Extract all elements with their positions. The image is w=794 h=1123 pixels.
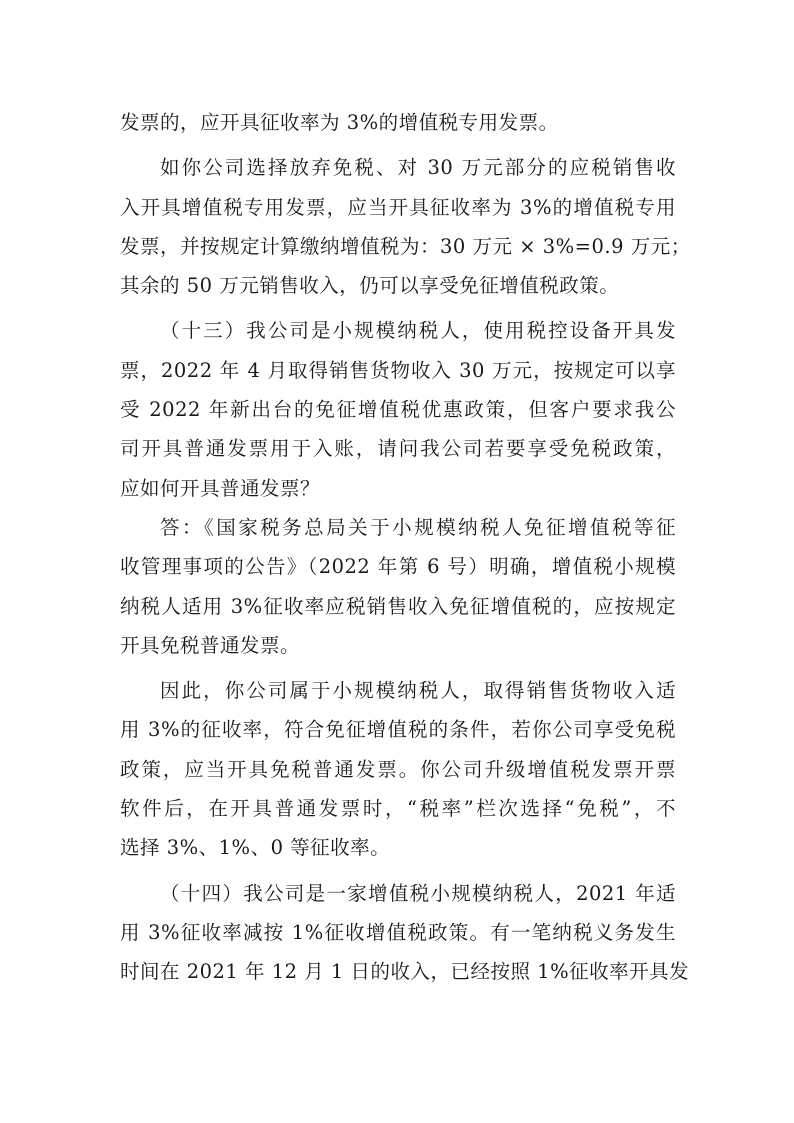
answer-line: 答：《国家税务总局关于小规模纳税人免征增值税等征 — [160, 515, 676, 539]
question-13 — [120, 311, 676, 507]
text-line: 票，2022 年 4 月取得销售货物收入 30 万元，按规定可以享 — [120, 358, 676, 382]
text-line: 发票的，应开具征收率为 3%的增值税专用发票。 — [120, 111, 559, 134]
document-page — [120, 103, 691, 992]
text-line: 如你公司选择放弃免税、对 30 万元部分的应税销售收 — [160, 156, 676, 180]
text-line: 用 3%征收率减按 1%征收增值税政策。有一笔纳税义务发生 — [120, 920, 676, 944]
paragraph-waiver-example — [120, 148, 691, 305]
question-14 — [120, 874, 690, 992]
question-heading-line: （十四）我公司是一家增值税小规模纳税人，2021 年适 — [160, 881, 676, 905]
text-line: 软件后，在开具普通发票时，“税率”栏次选择“免税”，不 — [120, 797, 676, 821]
text-line: 政策，应当开具免税普通发票。你公司升级增值税发票开票 — [120, 757, 676, 781]
text-line: 时间在 2021 年 12 月 1 日的收入，已经按照 1%征收率开具发 — [120, 960, 690, 984]
answer-13-conclusion — [120, 671, 676, 867]
question-heading-line: （十三）我公司是小规模纳税人，使用税控设备开具发 — [160, 319, 676, 343]
text-line: 收管理事项的公告》（2022 年第 6 号）明确，增值税小规模 — [120, 555, 676, 579]
text-line: 因此，你公司属于小规模纳税人，取得销售货物收入适 — [160, 679, 676, 703]
text-line: 开具免税普通发票。 — [120, 633, 301, 657]
text-line: 入开具增值税专用发票，应当开具征收率为 3%的增值税专用 — [120, 195, 676, 219]
text-line: 纳税人适用 3%征收率应税销售收入免征增值税的，应按规定 — [120, 594, 676, 618]
answer-13 — [120, 508, 676, 665]
paragraph-previous-continuation — [120, 103, 676, 142]
text-line: 司开具普通发票用于入账，请问我公司若要享受免税政策， — [120, 437, 676, 461]
text-line: 受 2022 年新出台的免征增值税优惠政策，但客户要求我公 — [120, 398, 676, 422]
text-line: 其余的 50 万元销售收入，仍可以享受免征增值税政策。 — [120, 274, 620, 298]
text-line: 选择 3%、1%、0 等征收率。 — [120, 836, 391, 860]
text-line: 发票，并按规定计算缴纳增值税为：30 万元 × 3%=0.9 万元； — [120, 234, 691, 258]
text-line: 应如何开具普通发票？ — [120, 476, 321, 500]
text-line: 用 3%的征收率，符合免征增值税的条件，若你公司享受免税 — [120, 718, 676, 742]
